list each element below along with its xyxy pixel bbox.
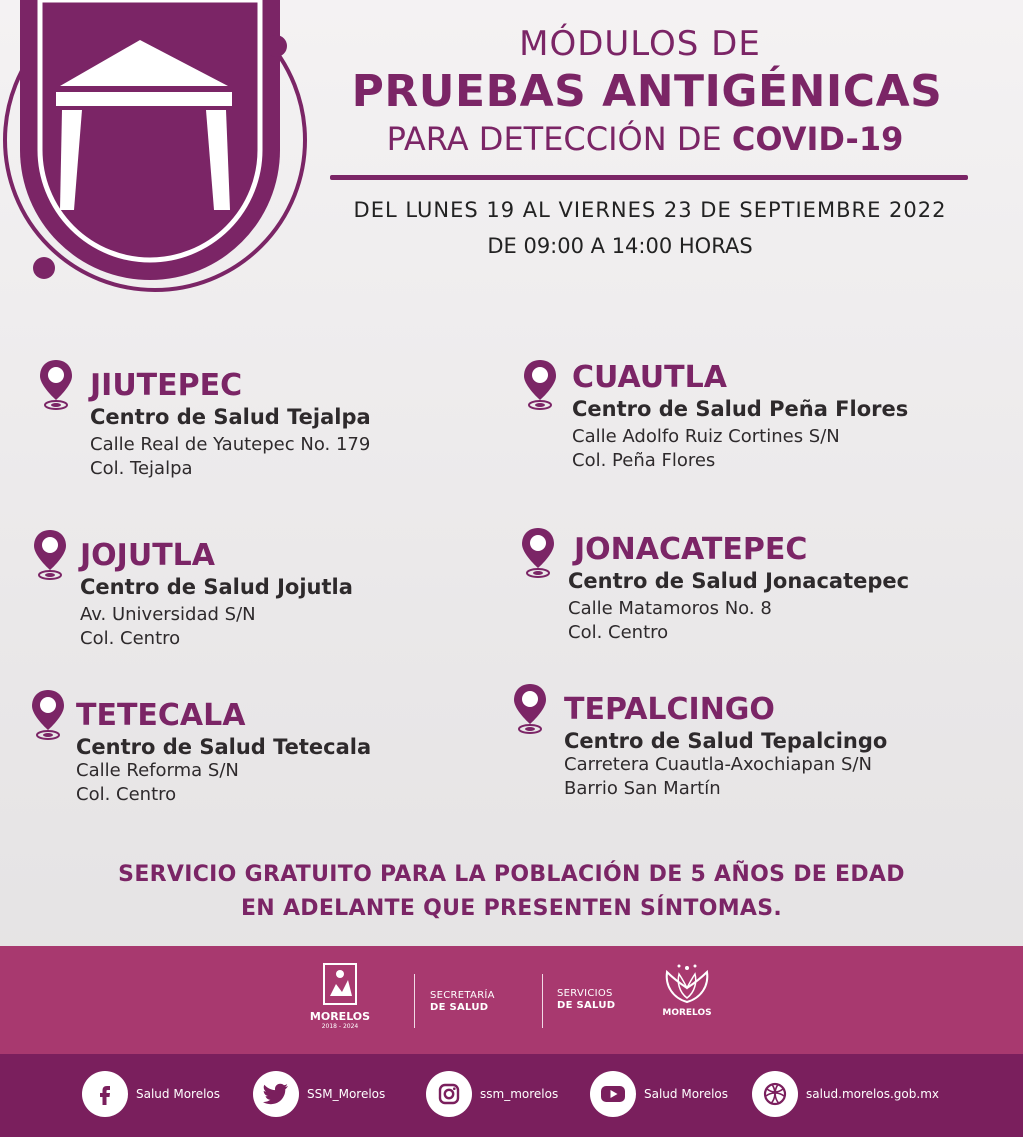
title-line-3-bold: COVID-19	[731, 120, 904, 158]
center-name: Centro de Salud Jonacatepec	[568, 569, 910, 593]
city-name: JONACATEPEC	[574, 532, 808, 567]
city-name: TEPALCINGO	[564, 692, 775, 727]
social-instagram[interactable]	[426, 1070, 558, 1118]
title-line-3	[330, 120, 960, 158]
secretaria-line-2: DE SALUD	[430, 1002, 489, 1013]
city-name: TETECALA	[76, 698, 246, 733]
address-line-1: Calle Adolfo Ruiz Cortines S/N	[572, 426, 840, 447]
facebook-icon[interactable]	[82, 1071, 128, 1117]
instagram-label: ssm_morelos	[480, 1087, 559, 1101]
title-line-1: MÓDULOS DE	[519, 24, 761, 64]
logo-band	[0, 946, 1023, 1054]
date-range: DEL LUNES 19 AL VIERNES 23 DE SEPTIEMBRE 2022	[353, 198, 947, 222]
morelos-years: 2018 - 2024	[321, 1023, 359, 1030]
notice-line-1: SERVICIO GRATUITO PARA LA POBLACIÓN DE 5 AÑOS DE EDAD	[118, 862, 905, 887]
youtube-icon[interactable]	[590, 1071, 636, 1117]
flower-logo	[654, 962, 720, 1018]
morelos-logo	[306, 962, 374, 1030]
map-pin-icon	[522, 358, 558, 410]
title-line-3-prefix: PARA DETECCIÓN DE	[386, 120, 732, 158]
logo-divider	[414, 974, 415, 1028]
servicios-logo	[557, 988, 615, 1012]
morelos-name: MORELOS	[309, 1010, 371, 1023]
web-label: salud.morelos.gob.mx	[806, 1087, 939, 1101]
social-facebook[interactable]	[82, 1070, 220, 1118]
address-line-1: Calle Matamoros No. 8	[568, 598, 772, 619]
center-name: Centro de Salud Tepalcingo	[564, 729, 888, 753]
center-name: Centro de Salud Tejalpa	[90, 405, 371, 429]
address-line-1: Calle Reforma S/N	[76, 760, 239, 781]
twitter-label: SSM_Morelos	[307, 1087, 386, 1101]
twitter-icon[interactable]	[253, 1071, 299, 1117]
web-icon[interactable]	[752, 1071, 798, 1117]
time-range: DE 09:00 A 14:00 HORAS	[487, 234, 753, 258]
city-name: JOJUTLA	[80, 538, 215, 573]
center-name: Centro de Salud Peña Flores	[572, 397, 909, 421]
servicios-line-1: SERVICIOS	[557, 988, 613, 999]
tent-emblem	[0, 0, 320, 310]
address-line-2: Col. Centro	[568, 622, 669, 643]
map-pin-icon	[520, 526, 556, 578]
map-pin-icon	[30, 688, 66, 740]
address-line-1: Calle Real de Yautepec No. 179	[90, 434, 371, 455]
address-line-2: Barrio San Martín	[564, 778, 721, 799]
service-notice	[40, 858, 983, 926]
map-pin-icon	[32, 528, 68, 580]
youtube-label: Salud Morelos	[644, 1087, 729, 1101]
address-line-2: Col. Peña Flores	[572, 450, 716, 471]
facebook-label: Salud Morelos	[136, 1087, 221, 1101]
logo-divider	[542, 974, 543, 1028]
social-twitter[interactable]	[253, 1070, 385, 1118]
social-youtube[interactable]	[590, 1070, 728, 1118]
flower-name: MORELOS	[662, 1008, 712, 1018]
instagram-icon[interactable]	[426, 1071, 472, 1117]
center-name: Centro de Salud Jojutla	[80, 575, 353, 599]
map-pin-icon	[512, 682, 548, 734]
address-line-1: Av. Universidad S/N	[80, 604, 256, 625]
flower-icon	[659, 962, 715, 1008]
notice-line-2: EN ADELANTE QUE PRESENTEN SÍNTOMAS.	[240, 896, 783, 921]
address-line-2: Col. Tejalpa	[90, 458, 193, 479]
address-line-1: Carretera Cuautla-Axochiapan S/N	[564, 754, 872, 775]
center-name: Centro de Salud Tetecala	[76, 735, 372, 759]
secretaria-logo	[430, 990, 495, 1014]
map-pin-icon	[38, 358, 74, 410]
morelos-shield-icon	[320, 962, 360, 1008]
address-line-2: Col. Centro	[80, 628, 181, 649]
social-web[interactable]	[752, 1070, 939, 1118]
city-name: JIUTEPEC	[90, 368, 243, 403]
title-divider	[330, 175, 968, 180]
title-line-2: PRUEBAS ANTIGÉNICAS	[351, 66, 943, 117]
city-name: CUAUTLA	[572, 360, 727, 395]
servicios-line-2: DE SALUD	[557, 1000, 616, 1011]
address-line-2: Col. Centro	[76, 784, 177, 805]
secretaria-line-1: SECRETARÍA	[430, 990, 495, 1001]
